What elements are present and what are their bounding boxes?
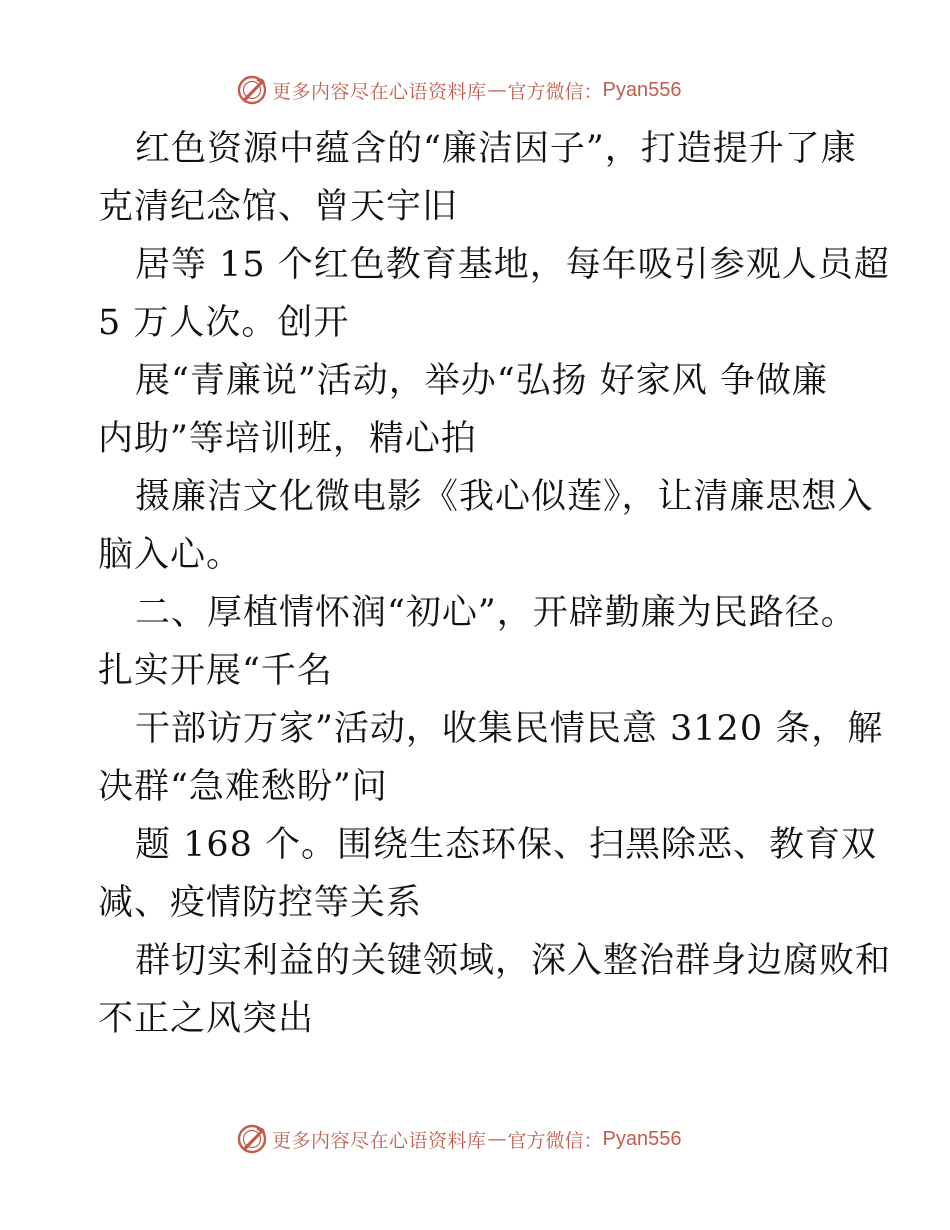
banner-official-label: 官方微信： xyxy=(507,1129,603,1152)
text-line: 不正之风突出 xyxy=(98,999,315,1039)
quill-seal-icon xyxy=(236,1123,268,1155)
text-line: 展“青廉说”活动，举办“弘扬 好家风 争做廉 xyxy=(135,361,828,401)
banner-dash: — xyxy=(487,79,507,101)
text-line: 5 万人次。创开 xyxy=(98,303,350,343)
text-line: 摄廉洁文化微电影《我心似莲》，让清廉思想入 xyxy=(135,477,874,517)
text-line: 决群“急难愁盼”问 xyxy=(98,767,388,807)
text-line: 干部访万家”活动，收集民情民意 3120 条，解 xyxy=(135,709,884,749)
banner-wechat-id: Pyan556 xyxy=(602,1127,682,1150)
text-line: 二、厚植情怀润“初心”，开辟勤廉为民路径。 xyxy=(135,593,857,633)
header-banner xyxy=(236,73,682,107)
quill-seal-icon xyxy=(236,74,268,106)
banner-wechat-id: Pyan556 xyxy=(602,78,682,101)
text-line: 群切实利益的关键领域，深入整治群身边腐败和 xyxy=(135,941,892,981)
footer-banner xyxy=(236,1122,682,1156)
text-line: 内助”等培训班，精心拍 xyxy=(98,419,477,459)
body-text xyxy=(98,120,892,1048)
text-line: 红色资源中蕴含的“廉洁因子”，打造提升了康 xyxy=(135,129,857,169)
banner-official-label: 官方微信： xyxy=(507,80,603,103)
banner-title: 更多内容尽在心语资料库 xyxy=(272,1129,487,1152)
text-line: 题 168 个。围绕生态环保、扫黑除恶、教育双 xyxy=(135,825,878,865)
text-line: 脑入心。 xyxy=(98,535,243,575)
banner-title: 更多内容尽在心语资料库 xyxy=(272,80,487,103)
text-line: 居等 15 个红色教育基地，每年吸引参观人员超 xyxy=(135,245,890,285)
banner-dash: — xyxy=(487,1128,507,1150)
text-line: 克清纪念馆、曾天宇旧 xyxy=(98,187,459,227)
text-line: 减、疫情防控等关系 xyxy=(98,883,423,923)
text-line: 扎实开展“千名 xyxy=(98,651,333,691)
